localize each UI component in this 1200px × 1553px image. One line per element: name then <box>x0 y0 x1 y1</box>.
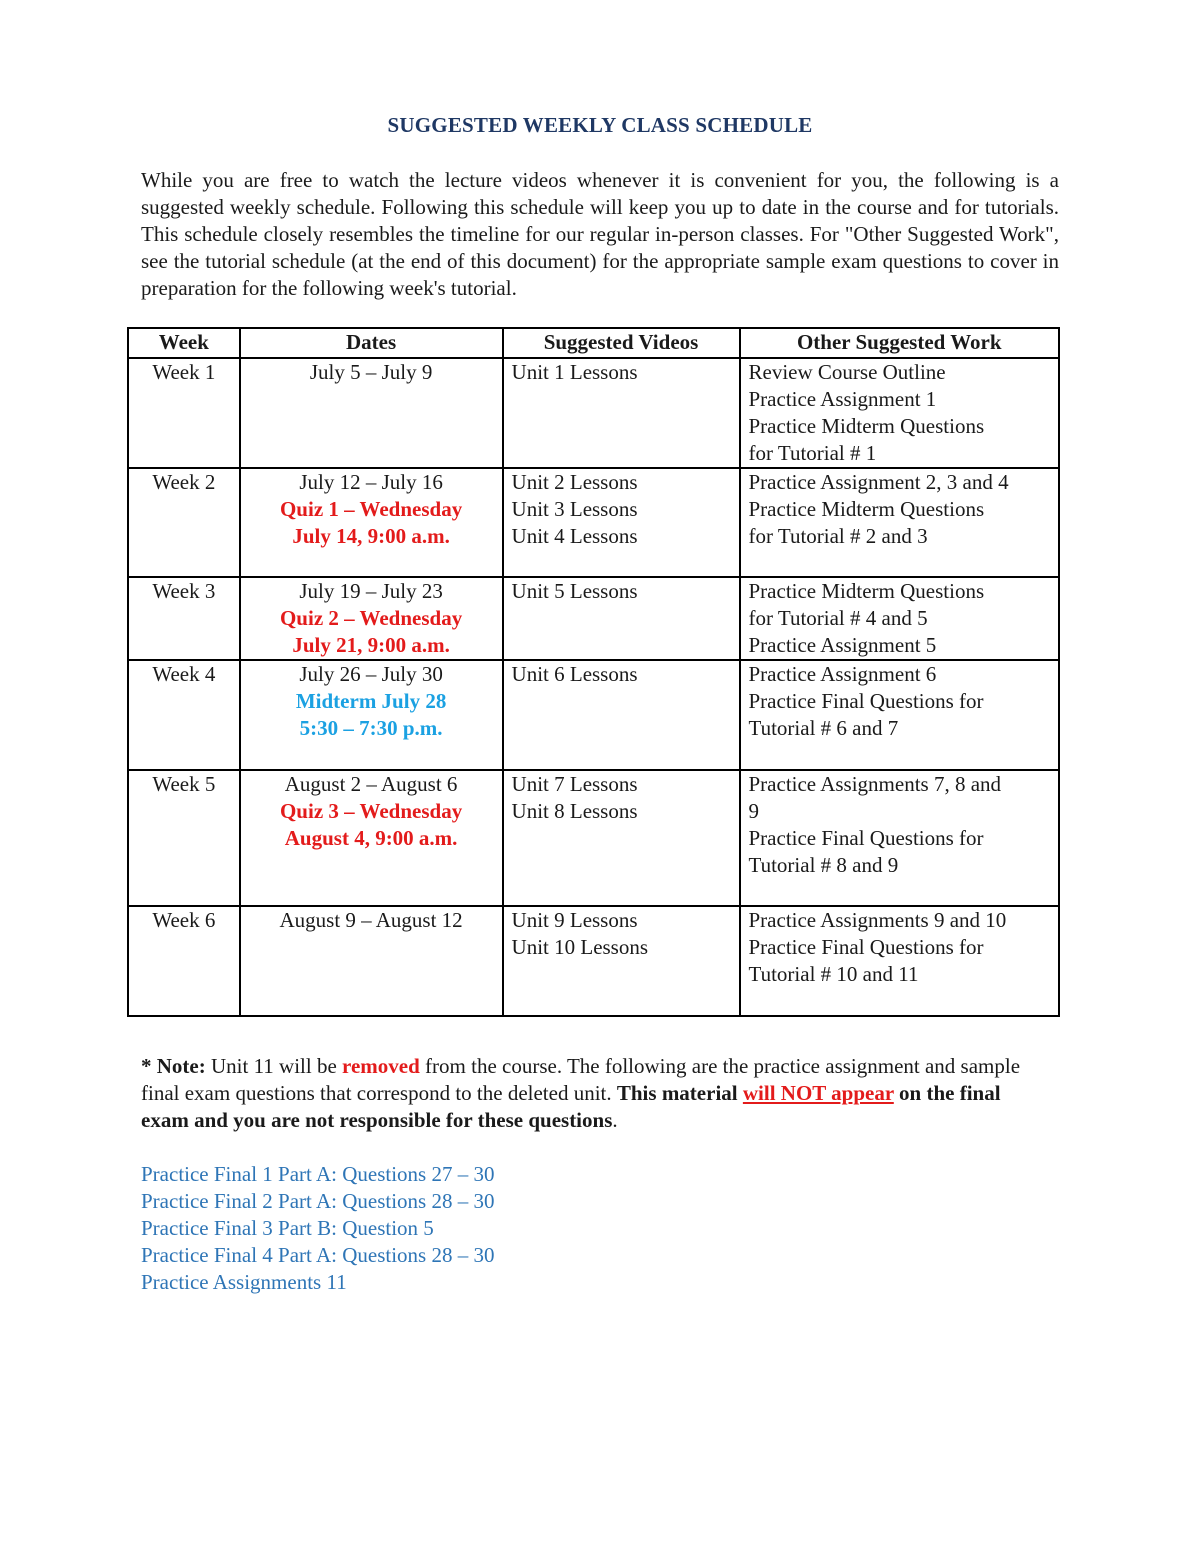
week-cell: Week 1 <box>128 358 240 468</box>
table-row <box>128 770 1059 906</box>
work-item: Practice Assignments 9 and 10 <box>748 908 1007 932</box>
videos-cell <box>503 358 740 468</box>
video-item: Unit 3 Lessons <box>511 497 638 521</box>
work-item: Practice Final Questions for <box>748 689 984 713</box>
video-item: Unit 1 Lessons <box>511 360 638 384</box>
work-item: for Tutorial # 4 and 5 <box>748 606 928 630</box>
note-text: from the course. The following are the practice assignment and sample final exam questions that correspond to the deleted unit. <box>141 1054 1021 1105</box>
work-cell <box>740 358 1060 468</box>
table-row <box>128 660 1059 770</box>
work-item: Review Course Outline <box>748 360 946 384</box>
videos-cell <box>503 770 740 906</box>
week-cell: Week 5 <box>128 770 240 906</box>
dates-text: July 19 – July 23 <box>299 579 443 603</box>
quiz-datetime: August 4, 9:00 a.m. <box>284 826 458 850</box>
quiz-event: Quiz 1 – Wednesday <box>279 497 463 521</box>
note-bold-text: on the final exam and you are not responsible for these questions <box>141 1081 1001 1132</box>
work-item: Practice Assignment 1 <box>748 387 937 411</box>
week-cell: Week 6 <box>128 906 240 1016</box>
week-cell: Week 3 <box>128 577 240 660</box>
work-item: 9 <box>748 799 759 823</box>
videos-cell <box>503 660 740 770</box>
list-item: Practice Final 2 Part A: Questions 28 – 30 <box>141 1189 495 1213</box>
table-row <box>128 358 1059 468</box>
removed-highlight: removed <box>342 1054 420 1078</box>
video-item: Unit 10 Lessons <box>511 935 649 959</box>
work-item: for Tutorial # 1 <box>748 441 877 465</box>
dates-cell <box>240 770 503 906</box>
dates-cell <box>240 577 503 660</box>
work-cell <box>740 660 1060 770</box>
video-item: Unit 5 Lessons <box>511 579 638 603</box>
week-cell: Week 2 <box>128 468 240 577</box>
list-item: Practice Final 4 Part A: Questions 28 – 30 <box>141 1243 495 1267</box>
work-item: Tutorial # 10 and 11 <box>748 962 919 986</box>
work-cell <box>740 770 1060 906</box>
header-work: Other Suggested Work <box>740 328 1060 358</box>
table-row <box>128 577 1059 660</box>
list-item: Practice Assignments 11 <box>141 1270 347 1294</box>
dates-text: July 5 – July 9 <box>309 360 433 384</box>
video-item: Unit 8 Lessons <box>511 799 638 823</box>
videos-cell <box>503 468 740 577</box>
dates-text: August 9 – August 12 <box>279 908 463 932</box>
videos-cell <box>503 906 740 1016</box>
work-item: Practice Midterm Questions <box>748 497 985 521</box>
video-item: Unit 6 Lessons <box>511 662 638 686</box>
dates-cell <box>240 468 503 577</box>
video-item: Unit 2 Lessons <box>511 470 638 494</box>
video-item: Unit 7 Lessons <box>511 772 638 796</box>
work-item: Practice Assignment 2, 3 and 4 <box>748 470 1009 494</box>
dates-text: August 2 – August 6 <box>284 772 458 796</box>
quiz-datetime: July 14, 9:00 a.m. <box>292 524 450 548</box>
header-week: Week <box>128 328 240 358</box>
dates-text: July 12 – July 16 <box>299 470 443 494</box>
midterm-time: 5:30 – 7:30 p.m. <box>299 716 443 740</box>
work-item: Practice Midterm Questions <box>748 414 985 438</box>
quiz-event: Quiz 3 – Wednesday <box>279 799 463 823</box>
table-row <box>128 906 1059 1016</box>
video-item: Unit 4 Lessons <box>511 524 638 548</box>
work-item: Practice Assignment 6 <box>748 662 937 686</box>
note-paragraph <box>141 1053 1041 1134</box>
videos-cell <box>503 577 740 660</box>
work-cell <box>740 906 1060 1016</box>
work-item: Practice Assignment 5 <box>748 633 937 657</box>
table-header-row <box>128 328 1059 358</box>
work-item: Practice Assignments 7, 8 and <box>748 772 1002 796</box>
list-item: Practice Final 3 Part B: Question 5 <box>141 1216 434 1240</box>
dates-cell <box>240 358 503 468</box>
work-item: for Tutorial # 2 and 3 <box>748 524 928 548</box>
video-item: Unit 9 Lessons <box>511 908 638 932</box>
work-item: Practice Final Questions for <box>748 826 984 850</box>
note-end: . <box>612 1108 618 1132</box>
dates-cell <box>240 906 503 1016</box>
work-item: Practice Midterm Questions <box>748 579 985 603</box>
quiz-event: Quiz 2 – Wednesday <box>279 606 463 630</box>
work-item: Tutorial # 6 and 7 <box>748 716 899 740</box>
note-label: * Note: <box>141 1054 206 1078</box>
quiz-datetime: July 21, 9:00 a.m. <box>292 633 450 657</box>
page-title: SUGGESTED WEEKLY CLASS SCHEDULE <box>387 113 813 137</box>
midterm-event: Midterm July 28 <box>295 689 447 713</box>
note-bold-text: This material <box>616 1081 743 1105</box>
schedule-table <box>127 327 1060 1017</box>
header-dates: Dates <box>240 328 503 358</box>
work-item: Practice Final Questions for <box>748 935 984 959</box>
work-cell <box>740 468 1060 577</box>
dates-text: July 26 – July 30 <box>299 662 443 686</box>
table-row <box>128 468 1059 577</box>
list-item: Practice Final 1 Part A: Questions 27 – 30 <box>141 1162 495 1186</box>
work-cell <box>740 577 1060 660</box>
intro-paragraph: While you are free to watch the lecture videos whenever it is convenient for you, the following is a suggested weekly schedule. Following this schedule will keep you up to date in the course and for tutorials. This schedule closely resembles the timeline for our regular in-person classes. For "Other Suggested Work", see the tutorial schedule (at the end of this document) for the appropriate sample exam questions to cover in preparation for the following week's tutorial. <box>141 168 1059 300</box>
will-not-appear-highlight: will NOT appear <box>742 1081 894 1105</box>
header-videos: Suggested Videos <box>503 328 740 358</box>
dates-cell <box>240 660 503 770</box>
removed-items-list <box>141 1161 494 1296</box>
work-item: Tutorial # 8 and 9 <box>748 853 899 877</box>
note-text: Unit 11 will be <box>205 1054 343 1078</box>
week-cell: Week 4 <box>128 660 240 770</box>
